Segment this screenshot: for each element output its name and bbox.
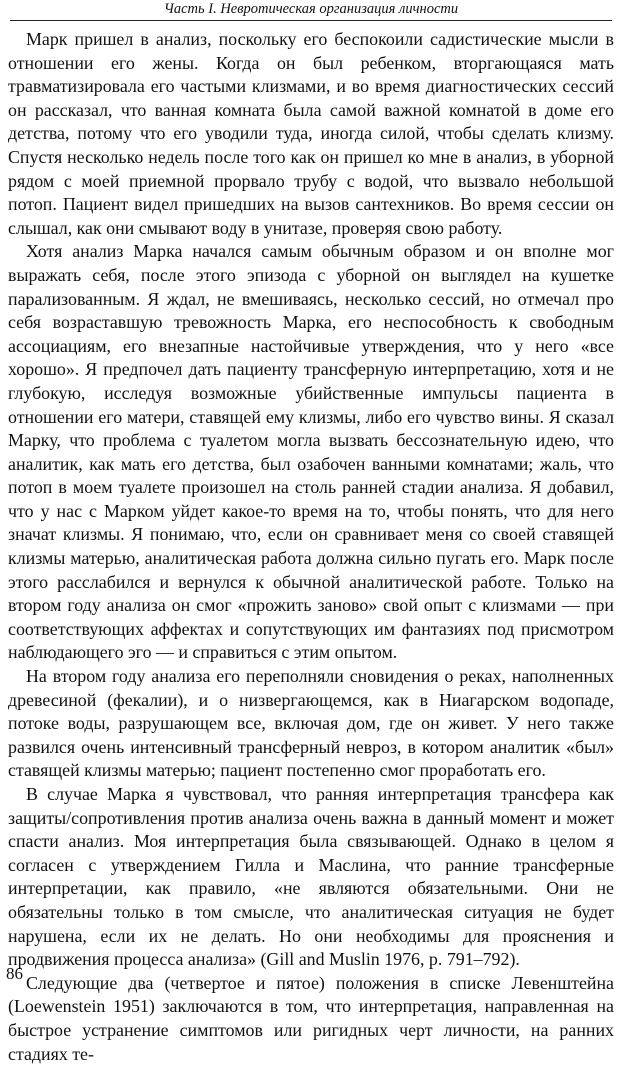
paragraph-2: Хотя анализ Марка начался самым обычным образом и он вполне мог выражать себя, после этого эпизода с уборной он выглядел на кушетке парализованным. Я ждал, не вмешиваясь, несколько сессий, но отмечал про себя возраставшую тревожность Марка, его неспособность к свободным ассоциациям, его внезапные настойчивые утверждения, что у него «все хорошо». Я предпочел дать пациенту трансферную интерпретацию, хотя и не глубокую, исследуя возможные убийственные импульсы пациента в отношении его матери, ставящей ему клизмы, либо его чувство вины. Я сказал Марку, что проблема с туалетом могла вызвать бессознательную идею, что аналитик, как мать его детства, был озабочен ванными комнатами; жаль, что потоп в моем туалете произошел на столь ранней стадии анализа. Я добавил, что у нас с Марком уйдет какое-то время на то, чтобы понять, что для него значат клизмы. Я понимаю, что, если он сравнивает меня со своей ставящей клизмы матерью, аналитическая работа должна сильно пугать его. Марк после этого расслабился и вернулся к обычной аналитической работе. Только на втором году анализа он смог «прожить заново» свой опыт с клизмами — при соответствующих аффектах и сопутствующих им фантазиях под присмотром наблюдающего эго — и справиться с этим опытом. — [8, 241, 614, 663]
body-text — [8, 28, 614, 1066]
page-number: 86 — [6, 964, 23, 983]
paragraph-3: На втором году анализа его переполняли сновидения о реках, наполненных древесиной (фекалии), и о низвергающемся, как в Ниагарском водопаде, потоке воды, разрушающем все, включая дом, где он живет. У него также развился очень интенсивный трансферный невроз, в котором аналитик «был» ставящей клизмы матерью; пациент постепенно смог проработать его. — [8, 666, 614, 781]
running-head: Часть I. Невротическая организация личности — [10, 0, 612, 21]
paragraph-4: В случае Марка я чувствовал, что ранняя интерпретация трансфера как защиты/сопротивления против анализа очень важна в данный момент и может спасти анализ. Моя интерпретация была связывающей. Однако в целом я согласен с утверждением Гилла и Маслина, что ранние трансферные интерпретации, как правило, «не являются обязательными. Они не обязательны только в том смысле, что аналитическая ситуация не будет нарушена, если их не делать. Но они необходимы для прояснения и продвижения процесса анализа» (Gill and Muslin 1976, p. 791–792). — [8, 784, 614, 970]
paragraph-5: Следующие два (четвертое и пятое) положения в списке Левенштейна (Loewenstein 1951) заключаются в том, что интерпретация, направленная на быстрое устранение симптомов или ригидных черт личности, на ранних стадиях те- — [8, 972, 614, 1064]
paragraph-1: Марк пришел в анализ, поскольку его беспокоили садистические мысли в отношении его жены. Когда он был ребенком, вторгающаяся мать травматизировала его частыми клизмами, и во время диагностических сессий он рассказал, что ванная комната была самой важной комнатой в доме его детства, потому что его уводили туда, иногда силой, чтобы сделать клизму. Спустя несколько недель после того как он пришел ко мне в анализ, в уборной рядом с моей приемной прорвало трубу с водой, что вызвало небольшой потоп. Пациент видел пришедших на вызов сантехников. Во время сессии он слышал, как они смывают воду в унитазе, проверяя свою работу. — [8, 29, 614, 238]
